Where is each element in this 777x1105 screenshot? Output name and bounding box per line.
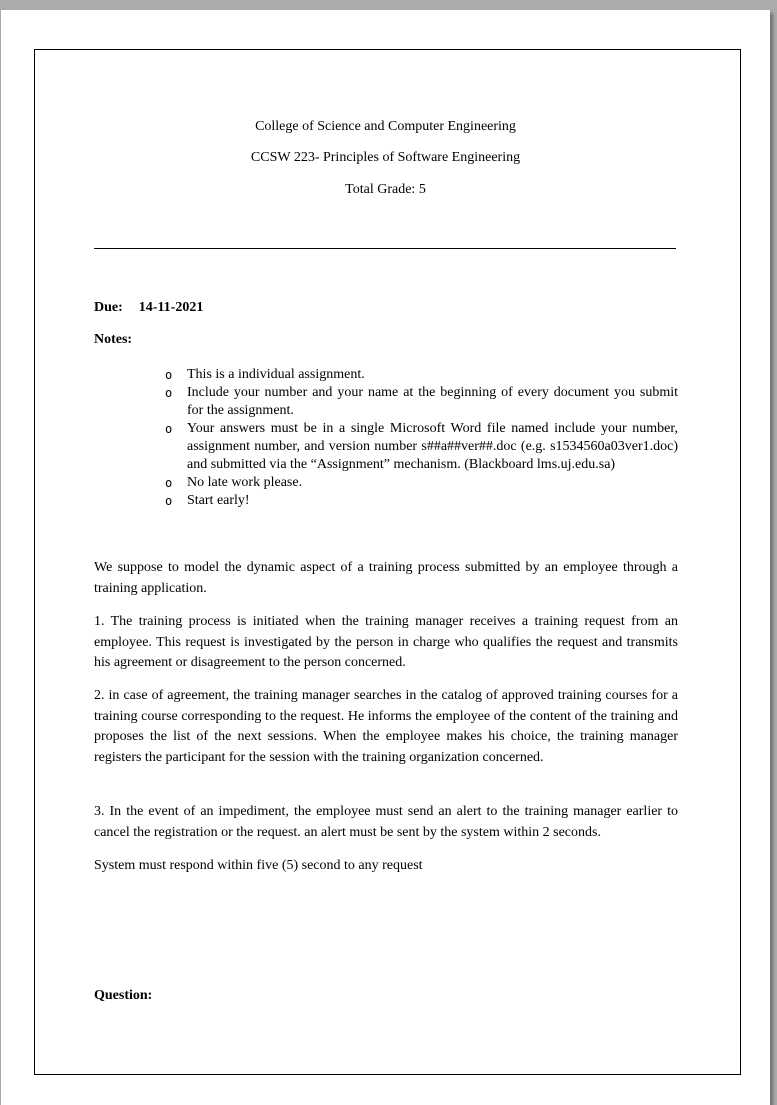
paragraph-4: System must respond within five (5) second to any request: [94, 858, 423, 873]
horizontal-rule: [94, 248, 676, 249]
due-label: Due:: [94, 300, 123, 315]
due-line: [94, 300, 203, 316]
total-grade: Total Grade: 5: [345, 182, 426, 197]
college-name: College of Science and Computer Engineering: [255, 119, 516, 134]
due-date: 14-11-2021: [138, 300, 204, 315]
list-item: o This is a individual assignment.: [187, 366, 678, 384]
list-item: o Include your number and your name at the beginning of every document you submit for the assignment.: [187, 384, 678, 420]
list-item: o Start early!: [187, 492, 678, 510]
list-item: o Your answers must be in a single Microsoft Word file named include your number, assignment number, and version number s##a##ver##.doc (e.g. s1534560a03ver1.doc) and submitted via the “Assignment” mechanism. (Blackboard lms.uj.edu.sa): [187, 420, 678, 474]
notes-list: [187, 366, 678, 510]
notes-label: Notes:: [94, 332, 133, 347]
question-label: Question:: [94, 988, 153, 1003]
intro-paragraph: We suppose to model the dynamic aspect of a training process submitted by an employee through a training application.: [94, 560, 678, 596]
paragraph-3: 3. In the event of an impediment, the employee must send an alert to the training manager earlier to cancel the registration or the request. an alert must be sent by the system within 2 seconds.: [94, 804, 678, 840]
paragraph-2: 2. in case of agreement, the training manager searches in the catalog of approved training courses for a training course corresponding to the request. He informs the employee of the content of the training and proposes the list of the next sessions. When the employee makes his choice, the training manager registers the participant for the session with the training organization concerned.: [94, 688, 678, 765]
course-title: CCSW 223- Principles of Software Engineering: [250, 150, 521, 165]
paragraph-1: 1. The training process is initiated when the training manager receives a training request from an employee. This request is investigated by the person in charge who qualifies the request and transmits his agreement or disagreement to the person concerned.: [94, 614, 678, 670]
list-item: o No late work please.: [187, 474, 678, 492]
document-page: [1, 10, 770, 1105]
